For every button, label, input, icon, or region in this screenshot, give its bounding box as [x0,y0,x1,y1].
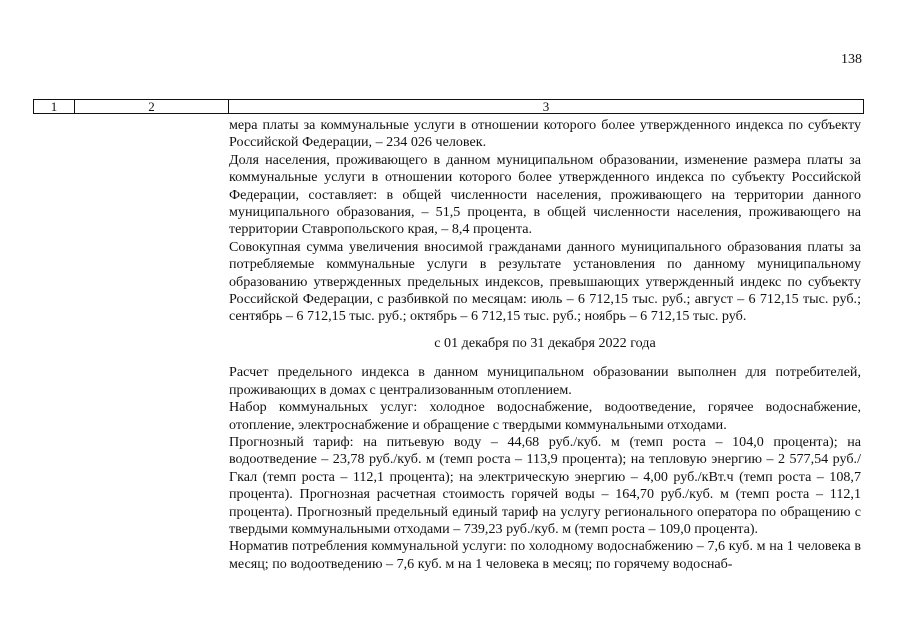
paragraph: Норматив потребления коммунальной услуги: по холодному водоснабжению – 7,6 куб. м на 1 человека в месяц; по водоотведению – 7,6 куб. м на 1 человека в месяц; по горячему водоснаб- [229,538,861,572]
period-heading: с 01 декабря по 31 декабря 2022 года [434,334,656,351]
table-header-col-1: 1 [34,100,75,113]
paragraph: Прогнозный тариф: на питьевую воду – 44,68 руб./куб. м (темп роста – 104,0 процента); на водоотведение – 23,78 руб./куб. м (темп роста – 113,9 процента); на тепловую энергию – 2 577,54 руб./Гкал (темп роста – 112,1 процента); на электрическую энергию – 4,00 руб./кВт.ч (темп роста – 108,7 процента). Прогнозная расчетная стоимость горячей воды – 164,70 руб./куб. м (темп роста – 112,1 процента). Прогнозный предельный единый тариф на услугу регионального оператора по обращению с твердыми коммунальными отходами – 739,23 руб./куб. м (темп роста – 109,0 процента). [229,433,861,537]
paragraph: Совокупная сумма увеличения вносимой гражданами данного муниципального образования платы за потребляемые коммунальные услуги в результате установления по данному муниципальному образованию утвержденных предельных индексов, превышающих утвержденный индекс по субъекту Российской Федерации, с разбивкой по месяцам: июль – 6 712,15 тыс. руб.; август – 6 712,15 тыс. руб.; сентябрь – 6 712,15 тыс. руб.; октябрь – 6 712,15 тыс. руб.; ноябрь – 6 712,15 тыс. руб. [229,238,861,325]
paragraph: мера платы за коммунальные услуги в отношении которого более утвержденного индекса по субъекту Российской Федерации, – 234 026 человек. [229,117,861,151]
table-header-row [33,99,864,114]
table-header-col-3: 3 [542,99,550,114]
table-header-col-2: 2 [75,100,229,113]
paragraph: Доля населения, проживающего в данном муниципальном образовании, изменение размера платы за коммунальные услуги в отношении которого более утвержденного индекса по субъекту Российской Федерации, составляет: в общей численности населения, проживающего на территории данного муниципального образования, – 51,5 процента, в общей численности населения, проживающего на территории Ставропольского края, – 8,4 процента. [229,151,861,238]
page-number: 138 [841,52,862,67]
document-body [229,117,861,573]
paragraph: Расчет предельного индекса в данном муниципальном образовании выполнен для потребителей, проживающих в домах с централизованным отоплением. [229,364,861,398]
paragraph: Набор коммунальных услуг: холодное водоснабжение, водоотведение, горячее водоснабжение, отопление, электроснабжение и обращение с твердыми коммунальными отходами. [229,399,861,433]
